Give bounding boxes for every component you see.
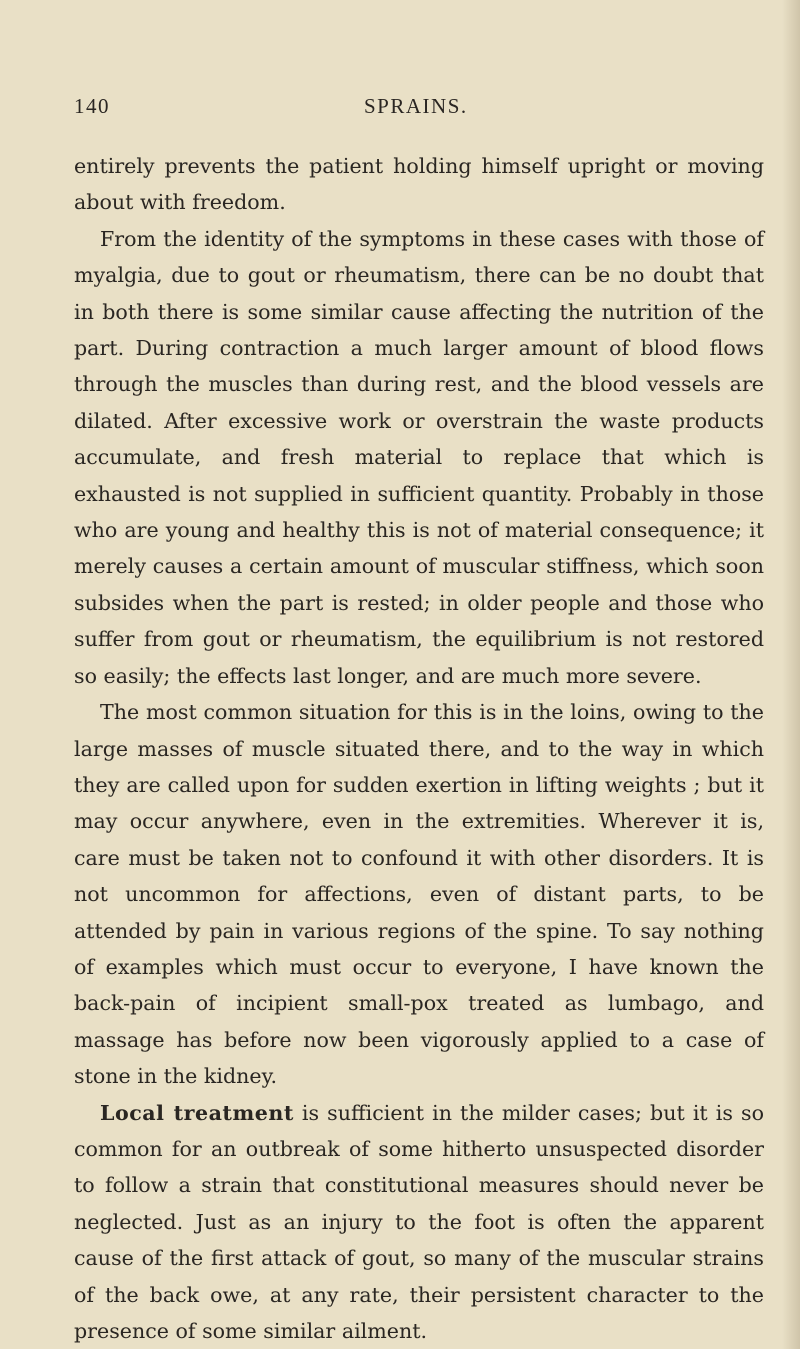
running-head bbox=[74, 94, 764, 124]
paragraph-continuation: entirely prevents the patient holding himself upright or moving about with freedom. bbox=[74, 154, 764, 215]
paragraph-myalgia: From the identity of the symptoms in these cases with those of myalgia, due to gout or rheumatism, there can be no doubt that in both there is some similar cause affecting the nutrition of the part. During contraction a much larger amount of blood flows through the muscles than during rest, and the blood vessels are dilated. After excessive work or overstrain the waste products accumulate, and fresh material to replace that which is exhausted is not supplied in sufficient quantity. Probably in those who are young and healthy this is not of material consequence; it merely causes a certain amount of muscular stiffness, which soon subsides when the part is rested; in older people and those who suffer from gout or rheumatism, the equilibrium is not restored so easily; the effects last longer, and are much more severe. bbox=[74, 226, 764, 688]
body-text bbox=[74, 148, 764, 1349]
paragraph-local-treatment bbox=[74, 1095, 764, 1349]
page-edge-shadow bbox=[782, 0, 800, 1349]
local-treatment-text: is sufficient in the milder cases; but it is so common for an outbreak of some hitherto unsuspected disorder to follow a strain that constitutional measures should never be neglected. Just as an injury to the foot is often the apparent cause of the first attack of gout, so many of the muscular strains of the back owe, at any rate, their persistent character to the presence of some similar ailment. bbox=[74, 1100, 764, 1343]
running-title: SPRAINS. bbox=[364, 94, 468, 118]
page-number: 140 bbox=[74, 94, 110, 118]
local-treatment-heading: Local treatment bbox=[100, 1100, 294, 1125]
paragraph-loins: The most common situation for this is in the loins, owing to the large masses of muscle situated there, and to the way in which they are called upon for sudden exertion in lifting weights ; but it may occur anywhere, even in the extremities. Wherever it is, care must be taken not to confound it with other disorders. It is not uncommon for affections, even of distant parts, to be attended by pain in various regions of the spine. To say nothing of examples which must occur to everyone, I have known the back-pain of incipient small-pox treated as lumbago, and massage has before now been vigorously applied to a case of stone in the kidney. bbox=[74, 700, 764, 1089]
